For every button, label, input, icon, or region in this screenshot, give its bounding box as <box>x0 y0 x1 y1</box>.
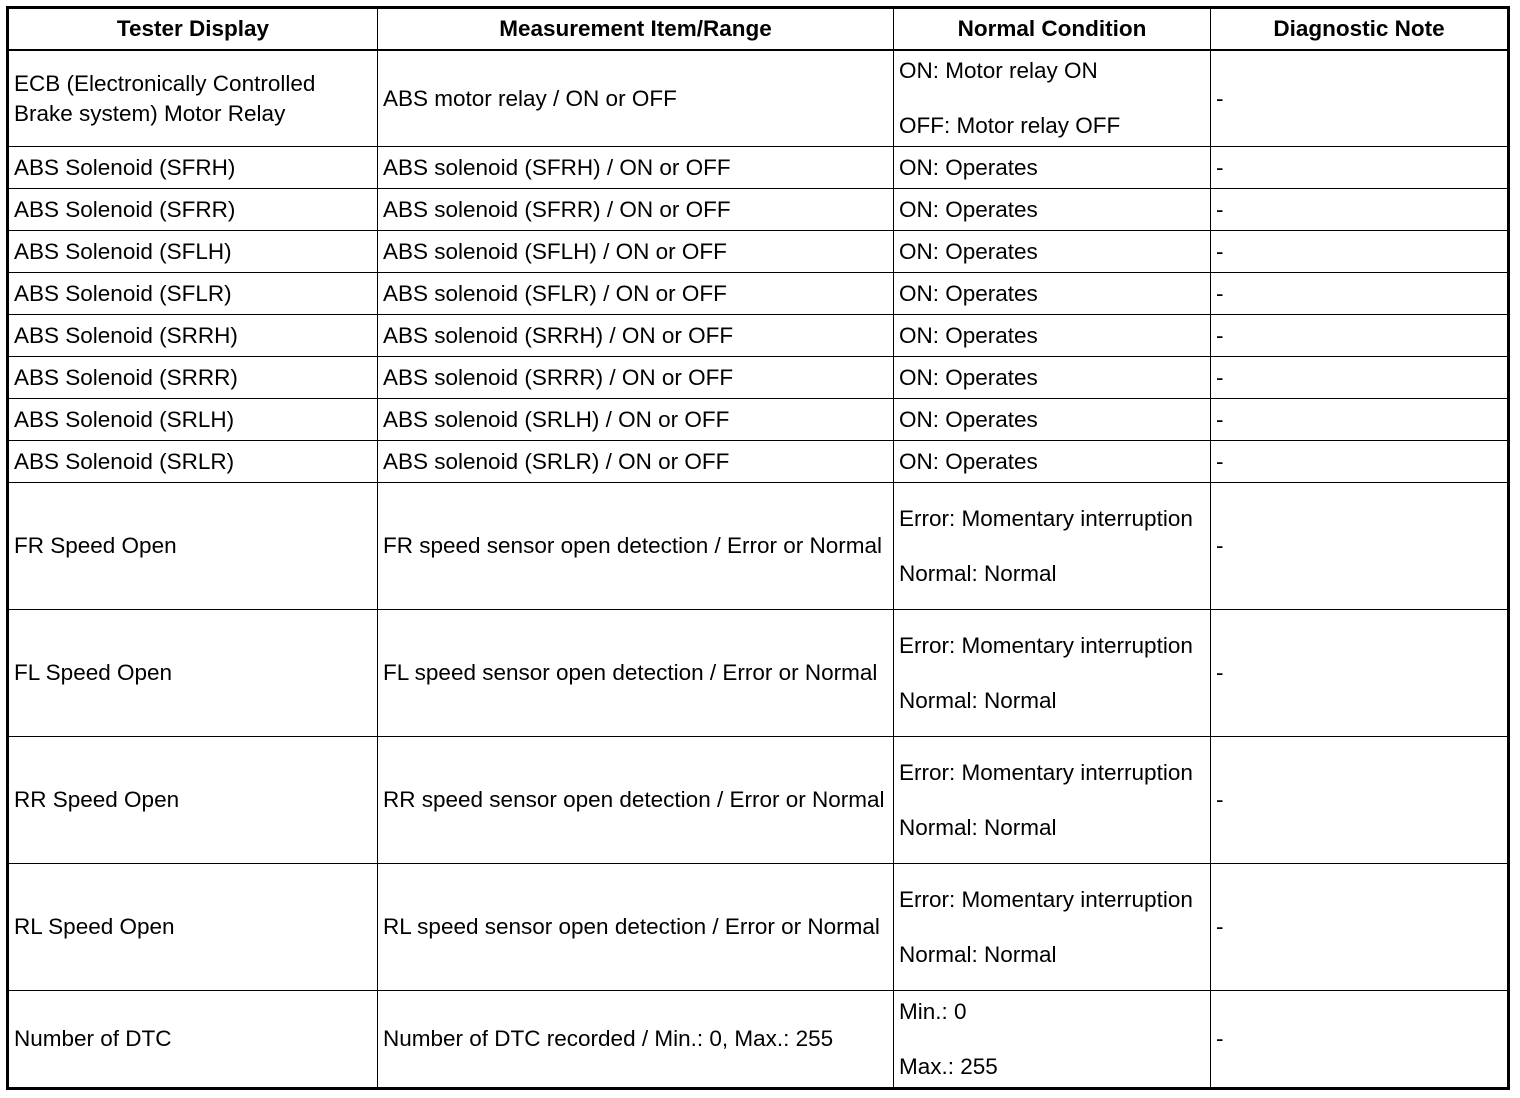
measurement-cell: ABS solenoid (SRRH) / ON or OFF <box>378 315 894 357</box>
measurement-cell: RR speed sensor open detection / Error or Normal <box>378 737 894 864</box>
condition-line: Error: Momentary interruption <box>899 505 1193 531</box>
diagnostic-note-cell: - <box>1211 357 1509 399</box>
tester-display-cell: ABS Solenoid (SFRH) <box>8 147 378 189</box>
table-row <box>8 399 1509 441</box>
table-row <box>8 991 1509 1089</box>
tester-display-cell: FL Speed Open <box>8 610 378 737</box>
tester-display-cell: Number of DTC <box>8 991 378 1089</box>
table-row <box>8 189 1509 231</box>
diagnostic-note-cell: - <box>1211 50 1509 147</box>
condition-line: Normal: Normal <box>899 560 1057 586</box>
tester-display-cell: RR Speed Open <box>8 737 378 864</box>
condition-line: Normal: Normal <box>899 941 1057 967</box>
table-row <box>8 483 1509 610</box>
diagnostic-note-cell: - <box>1211 483 1509 610</box>
condition-line: Min.: 0 <box>899 998 967 1024</box>
normal-condition-cell <box>894 50 1211 147</box>
table-row <box>8 231 1509 273</box>
normal-condition-cell <box>894 991 1211 1089</box>
tester-display-cell: ECB (Electronically Controlled Brake system) Motor Relay <box>8 50 378 147</box>
tester-display-cell: ABS Solenoid (SRLR) <box>8 441 378 483</box>
column-header-normal-condition: Normal Condition <box>894 8 1211 51</box>
normal-condition-cell <box>894 610 1211 737</box>
normal-condition-cell <box>894 864 1211 991</box>
measurement-cell: FL speed sensor open detection / Error or Normal <box>378 610 894 737</box>
column-header-diagnostic-note: Diagnostic Note <box>1211 8 1509 51</box>
measurement-cell: ABS solenoid (SRLR) / ON or OFF <box>378 441 894 483</box>
condition-line: Normal: Normal <box>899 814 1057 840</box>
tester-display-cell: ABS Solenoid (SRLH) <box>8 399 378 441</box>
measurement-cell: Number of DTC recorded / Min.: 0, Max.: 255 <box>378 991 894 1089</box>
diagnostic-data-table <box>6 6 1510 1090</box>
diagnostic-note-cell: - <box>1211 399 1509 441</box>
diagnostic-note-cell: - <box>1211 441 1509 483</box>
condition-line: Error: Momentary interruption <box>899 759 1193 785</box>
column-header-tester-display: Tester Display <box>8 8 378 51</box>
table-row <box>8 273 1509 315</box>
condition-line: Max.: 255 <box>899 1053 998 1079</box>
measurement-cell: ABS solenoid (SFRH) / ON or OFF <box>378 147 894 189</box>
normal-condition-cell: ON: Operates <box>894 357 1211 399</box>
table-row <box>8 441 1509 483</box>
column-header-measurement-item: Measurement Item/Range <box>378 8 894 51</box>
condition-line: OFF: Motor relay OFF <box>899 113 1121 138</box>
diagnostic-note-cell: - <box>1211 610 1509 737</box>
measurement-cell: FR speed sensor open detection / Error or Normal <box>378 483 894 610</box>
table-row <box>8 315 1509 357</box>
diagnostic-note-cell: - <box>1211 315 1509 357</box>
condition-line: Error: Momentary interruption <box>899 632 1193 658</box>
normal-condition-cell <box>894 737 1211 864</box>
measurement-cell: RL speed sensor open detection / Error or Normal <box>378 864 894 991</box>
diagnostic-note-cell: - <box>1211 864 1509 991</box>
normal-condition-cell: ON: Operates <box>894 189 1211 231</box>
normal-condition-cell: ON: Operates <box>894 231 1211 273</box>
tester-display-cell: RL Speed Open <box>8 864 378 991</box>
condition-line: ON: Motor relay ON <box>899 58 1098 83</box>
table-row <box>8 50 1509 147</box>
diagnostic-note-cell: - <box>1211 991 1509 1089</box>
normal-condition-cell <box>894 483 1211 610</box>
tester-display-cell: ABS Solenoid (SRRH) <box>8 315 378 357</box>
table-row <box>8 737 1509 864</box>
diagnostic-note-cell: - <box>1211 231 1509 273</box>
table-row <box>8 610 1509 737</box>
table-row <box>8 864 1509 991</box>
measurement-cell: ABS solenoid (SFRR) / ON or OFF <box>378 189 894 231</box>
table-row <box>8 147 1509 189</box>
table-header-row <box>8 8 1509 51</box>
condition-line: Error: Momentary interruption <box>899 886 1193 912</box>
measurement-cell: ABS solenoid (SFLR) / ON or OFF <box>378 273 894 315</box>
condition-line: Normal: Normal <box>899 687 1057 713</box>
diagnostic-note-cell: - <box>1211 737 1509 864</box>
tester-display-cell: ABS Solenoid (SFLH) <box>8 231 378 273</box>
normal-condition-cell: ON: Operates <box>894 273 1211 315</box>
tester-display-cell: ABS Solenoid (SFRR) <box>8 189 378 231</box>
diagnostic-note-cell: - <box>1211 147 1509 189</box>
diagnostic-note-cell: - <box>1211 273 1509 315</box>
measurement-cell: ABS motor relay / ON or OFF <box>378 50 894 147</box>
table-row <box>8 357 1509 399</box>
tester-display-cell: FR Speed Open <box>8 483 378 610</box>
normal-condition-cell: ON: Operates <box>894 399 1211 441</box>
normal-condition-cell: ON: Operates <box>894 315 1211 357</box>
tester-display-cell: ABS Solenoid (SFLR) <box>8 273 378 315</box>
normal-condition-cell: ON: Operates <box>894 441 1211 483</box>
measurement-cell: ABS solenoid (SRLH) / ON or OFF <box>378 399 894 441</box>
tester-display-cell: ABS Solenoid (SRRR) <box>8 357 378 399</box>
normal-condition-cell: ON: Operates <box>894 147 1211 189</box>
measurement-cell: ABS solenoid (SRRR) / ON or OFF <box>378 357 894 399</box>
measurement-cell: ABS solenoid (SFLH) / ON or OFF <box>378 231 894 273</box>
diagnostic-note-cell: - <box>1211 189 1509 231</box>
